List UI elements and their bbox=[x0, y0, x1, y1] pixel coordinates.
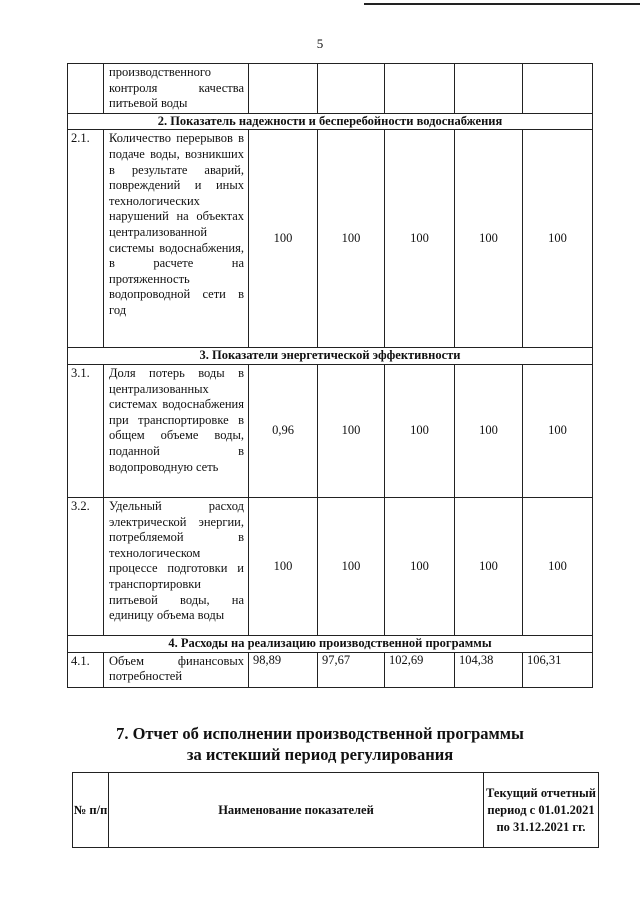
indicator-value: 100 bbox=[385, 364, 455, 497]
table-row bbox=[68, 64, 593, 114]
indicator-value: 100 bbox=[523, 497, 593, 635]
indicator-value bbox=[385, 64, 455, 114]
table-row bbox=[68, 652, 593, 687]
section-header-row bbox=[68, 113, 593, 130]
row-number: 3.1. bbox=[68, 364, 104, 497]
report-table bbox=[72, 772, 599, 848]
row-number: 2.1. bbox=[68, 130, 104, 348]
row-number: 3.2. bbox=[68, 497, 104, 635]
indicator-value: 98,89 bbox=[249, 652, 318, 687]
section-title: 2. Показатель надежности и бесперебойности водоснабжения bbox=[68, 113, 593, 130]
top-rule bbox=[364, 3, 640, 5]
section-header-row bbox=[68, 635, 593, 652]
col-period-header: Текущий отчетный период с 01.01.2021 по 31.12.2021 гг. bbox=[484, 773, 599, 848]
indicator-value: 100 bbox=[318, 497, 385, 635]
indicator-value: 100 bbox=[385, 130, 455, 348]
indicator-value: 100 bbox=[523, 364, 593, 497]
indicator-value: 100 bbox=[523, 130, 593, 348]
table-row bbox=[68, 130, 593, 348]
col-name-header: Наименование показателей bbox=[109, 773, 484, 848]
indicator-value: 0,96 bbox=[249, 364, 318, 497]
table-row bbox=[68, 497, 593, 635]
row-number: 4.1. bbox=[68, 652, 104, 687]
section-7-title-line2: за истекший период регулирования bbox=[186, 745, 454, 764]
section-7-title-line1: 7. Отчет об исполнении производственной программы bbox=[116, 724, 524, 743]
indicator-value bbox=[523, 64, 593, 114]
indicator-value: 104,38 bbox=[455, 652, 523, 687]
row-number bbox=[68, 64, 104, 114]
indicator-value: 100 bbox=[455, 130, 523, 348]
indicator-name: производственного контроля качества питьевой воды bbox=[104, 64, 249, 114]
section-header-row bbox=[68, 348, 593, 365]
page-number: 5 bbox=[316, 36, 324, 51]
indicator-name: Количество перерывов в подаче воды, возникших в результате аварий, повреждений и иных технологических нарушений на объектах централизованной системы водоснабжения, в расчете на протяженность водопроводной сети в год bbox=[104, 130, 249, 348]
table-row bbox=[68, 364, 593, 497]
indicator-value: 106,31 bbox=[523, 652, 593, 687]
indicator-value: 100 bbox=[455, 497, 523, 635]
indicator-name: Доля потерь воды в централизованных системах водоснабжения при транспортировке в общем объеме воды, поданной в водопроводную сеть bbox=[104, 364, 249, 497]
indicator-value: 100 bbox=[455, 364, 523, 497]
indicator-value: 97,67 bbox=[318, 652, 385, 687]
indicator-value: 100 bbox=[249, 130, 318, 348]
report-table-header bbox=[73, 773, 599, 848]
section-7-heading bbox=[0, 723, 640, 765]
indicator-value: 100 bbox=[318, 130, 385, 348]
section-title: 3. Показатели энергетической эффективности bbox=[68, 348, 593, 365]
indicator-value: 100 bbox=[318, 364, 385, 497]
col-number-header: № п/п bbox=[73, 773, 109, 848]
indicator-value bbox=[318, 64, 385, 114]
indicator-value: 100 bbox=[249, 497, 318, 635]
indicators-table bbox=[67, 63, 593, 688]
section-title: 4. Расходы на реализацию производственной программы bbox=[68, 635, 593, 652]
indicator-value bbox=[249, 64, 318, 114]
indicator-value bbox=[455, 64, 523, 114]
indicator-value: 102,69 bbox=[385, 652, 455, 687]
indicator-value: 100 bbox=[385, 497, 455, 635]
indicator-name: Удельный расход электрической энергии, потребляемой в технологическом процессе подготовки и транспортировки питьевой воды, на единицу объема воды bbox=[104, 497, 249, 635]
indicator-name: Объем финансовых потребностей bbox=[104, 652, 249, 687]
